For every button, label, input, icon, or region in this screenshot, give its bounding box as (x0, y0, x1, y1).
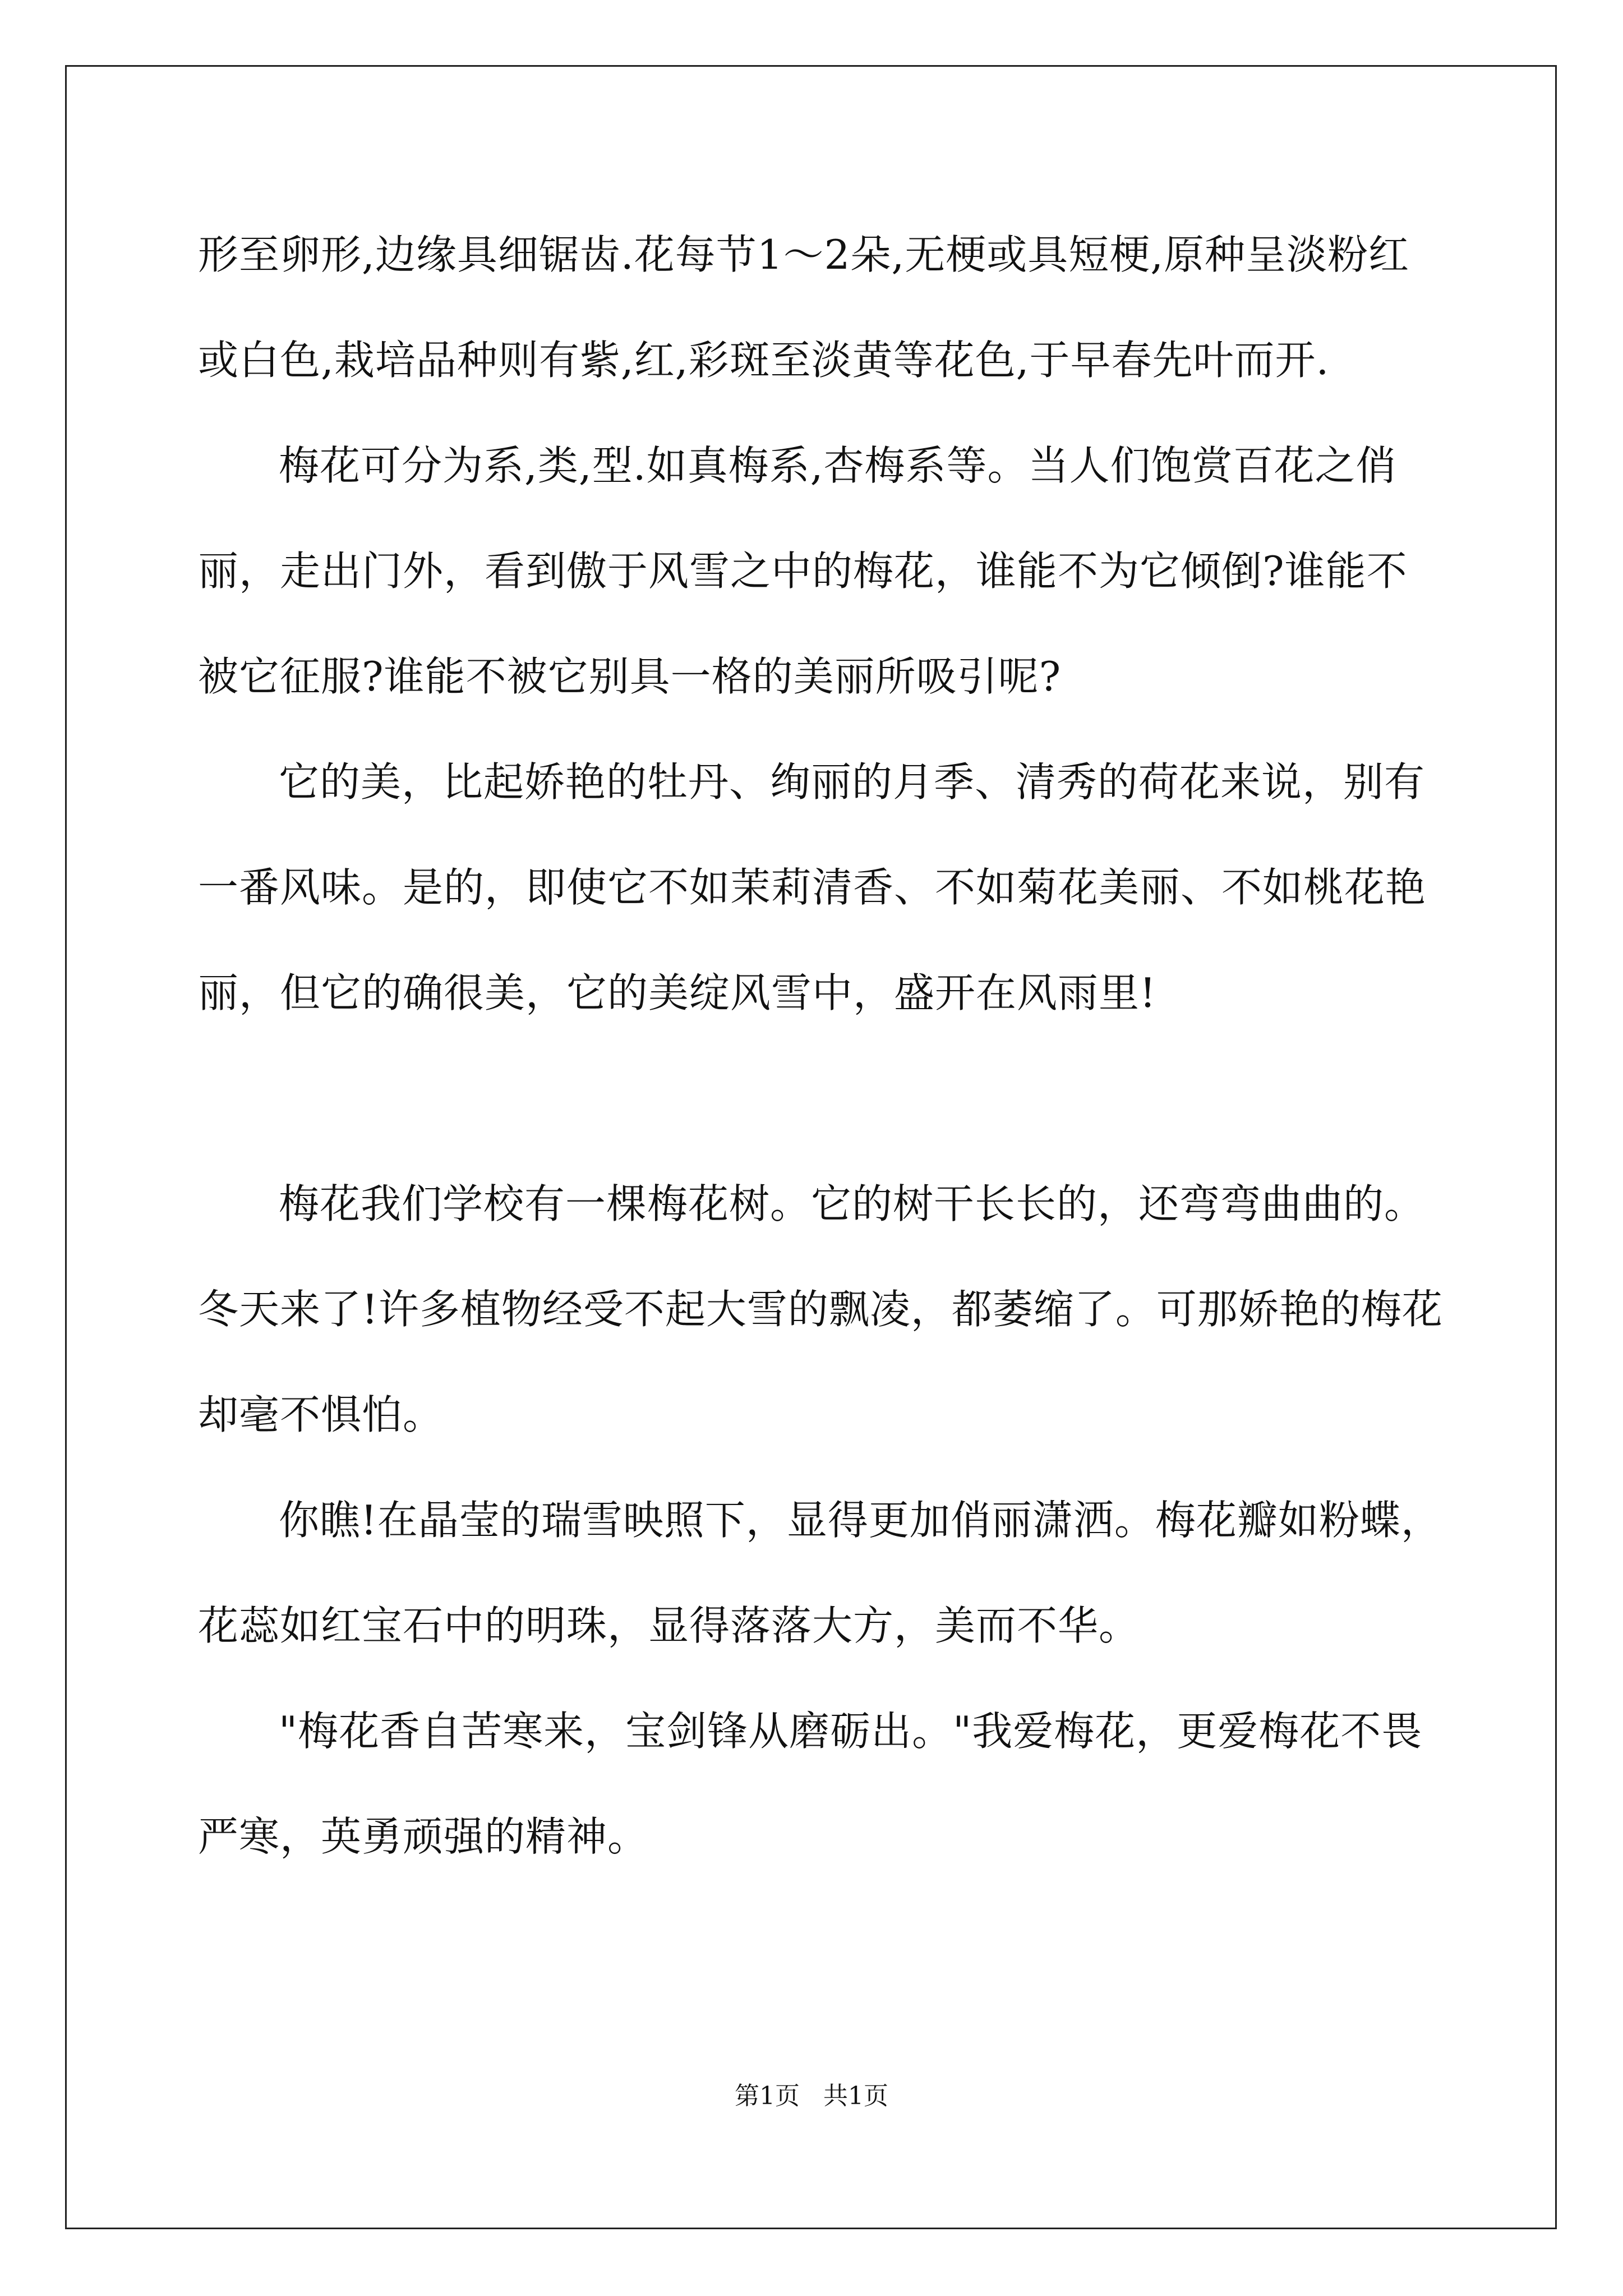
paragraph-5: 你瞧!在晶莹的瑞雪映照下，显得更加俏丽潇洒。梅花瓣如粉蝶，花蕊如红宝石中的明珠，显得落落大方，美而不华。 (198, 1497, 1442, 1649)
paragraph-6: "梅花香自苦寒来，宝剑锋从磨砺出。"我爱梅花，更爱梅花不畏严寒，英勇顽强的精神。 (198, 1708, 1423, 1860)
paragraph-gap (198, 1046, 1443, 1151)
paragraph-2: 梅花可分为系,类,型.如真梅系,杏梅系等。当人们饱赏百花之俏丽，走出门外，看到傲于风雪之中的梅花，谁能不为它倾倒?谁能不被它征服?谁能不被它别具一格的美丽所吸引呢? (198, 442, 1408, 700)
page-footer: 第1页 共1页 (735, 2082, 888, 2110)
document-body (198, 202, 1443, 1889)
paragraph-3: 它的美，比起娇艳的牡丹、绚丽的月季、清秀的荷花来说，别有一番风味。是的，即使它不如茉莉清香、不如菊花美丽、不如桃花艳丽，但它的确很美，它的美绽风雪中，盛开在风雨里! (198, 758, 1427, 1016)
paragraph-1: 形至卵形,边缘具细锯齿.花每节1～2朵,无梗或具短梗,原种呈淡粉红或白色,栽培品种则有紫,红,彩斑至淡黄等花色,于早春先叶而开. (198, 231, 1410, 384)
paragraph-4: 梅花我们学校有一棵梅花树。它的树干长长的，还弯弯曲曲的。冬天来了!许多植物经受不起大雪的飘凌，都萎缩了。可那娇艳的梅花却毫不惧怕。 (198, 1180, 1443, 1438)
